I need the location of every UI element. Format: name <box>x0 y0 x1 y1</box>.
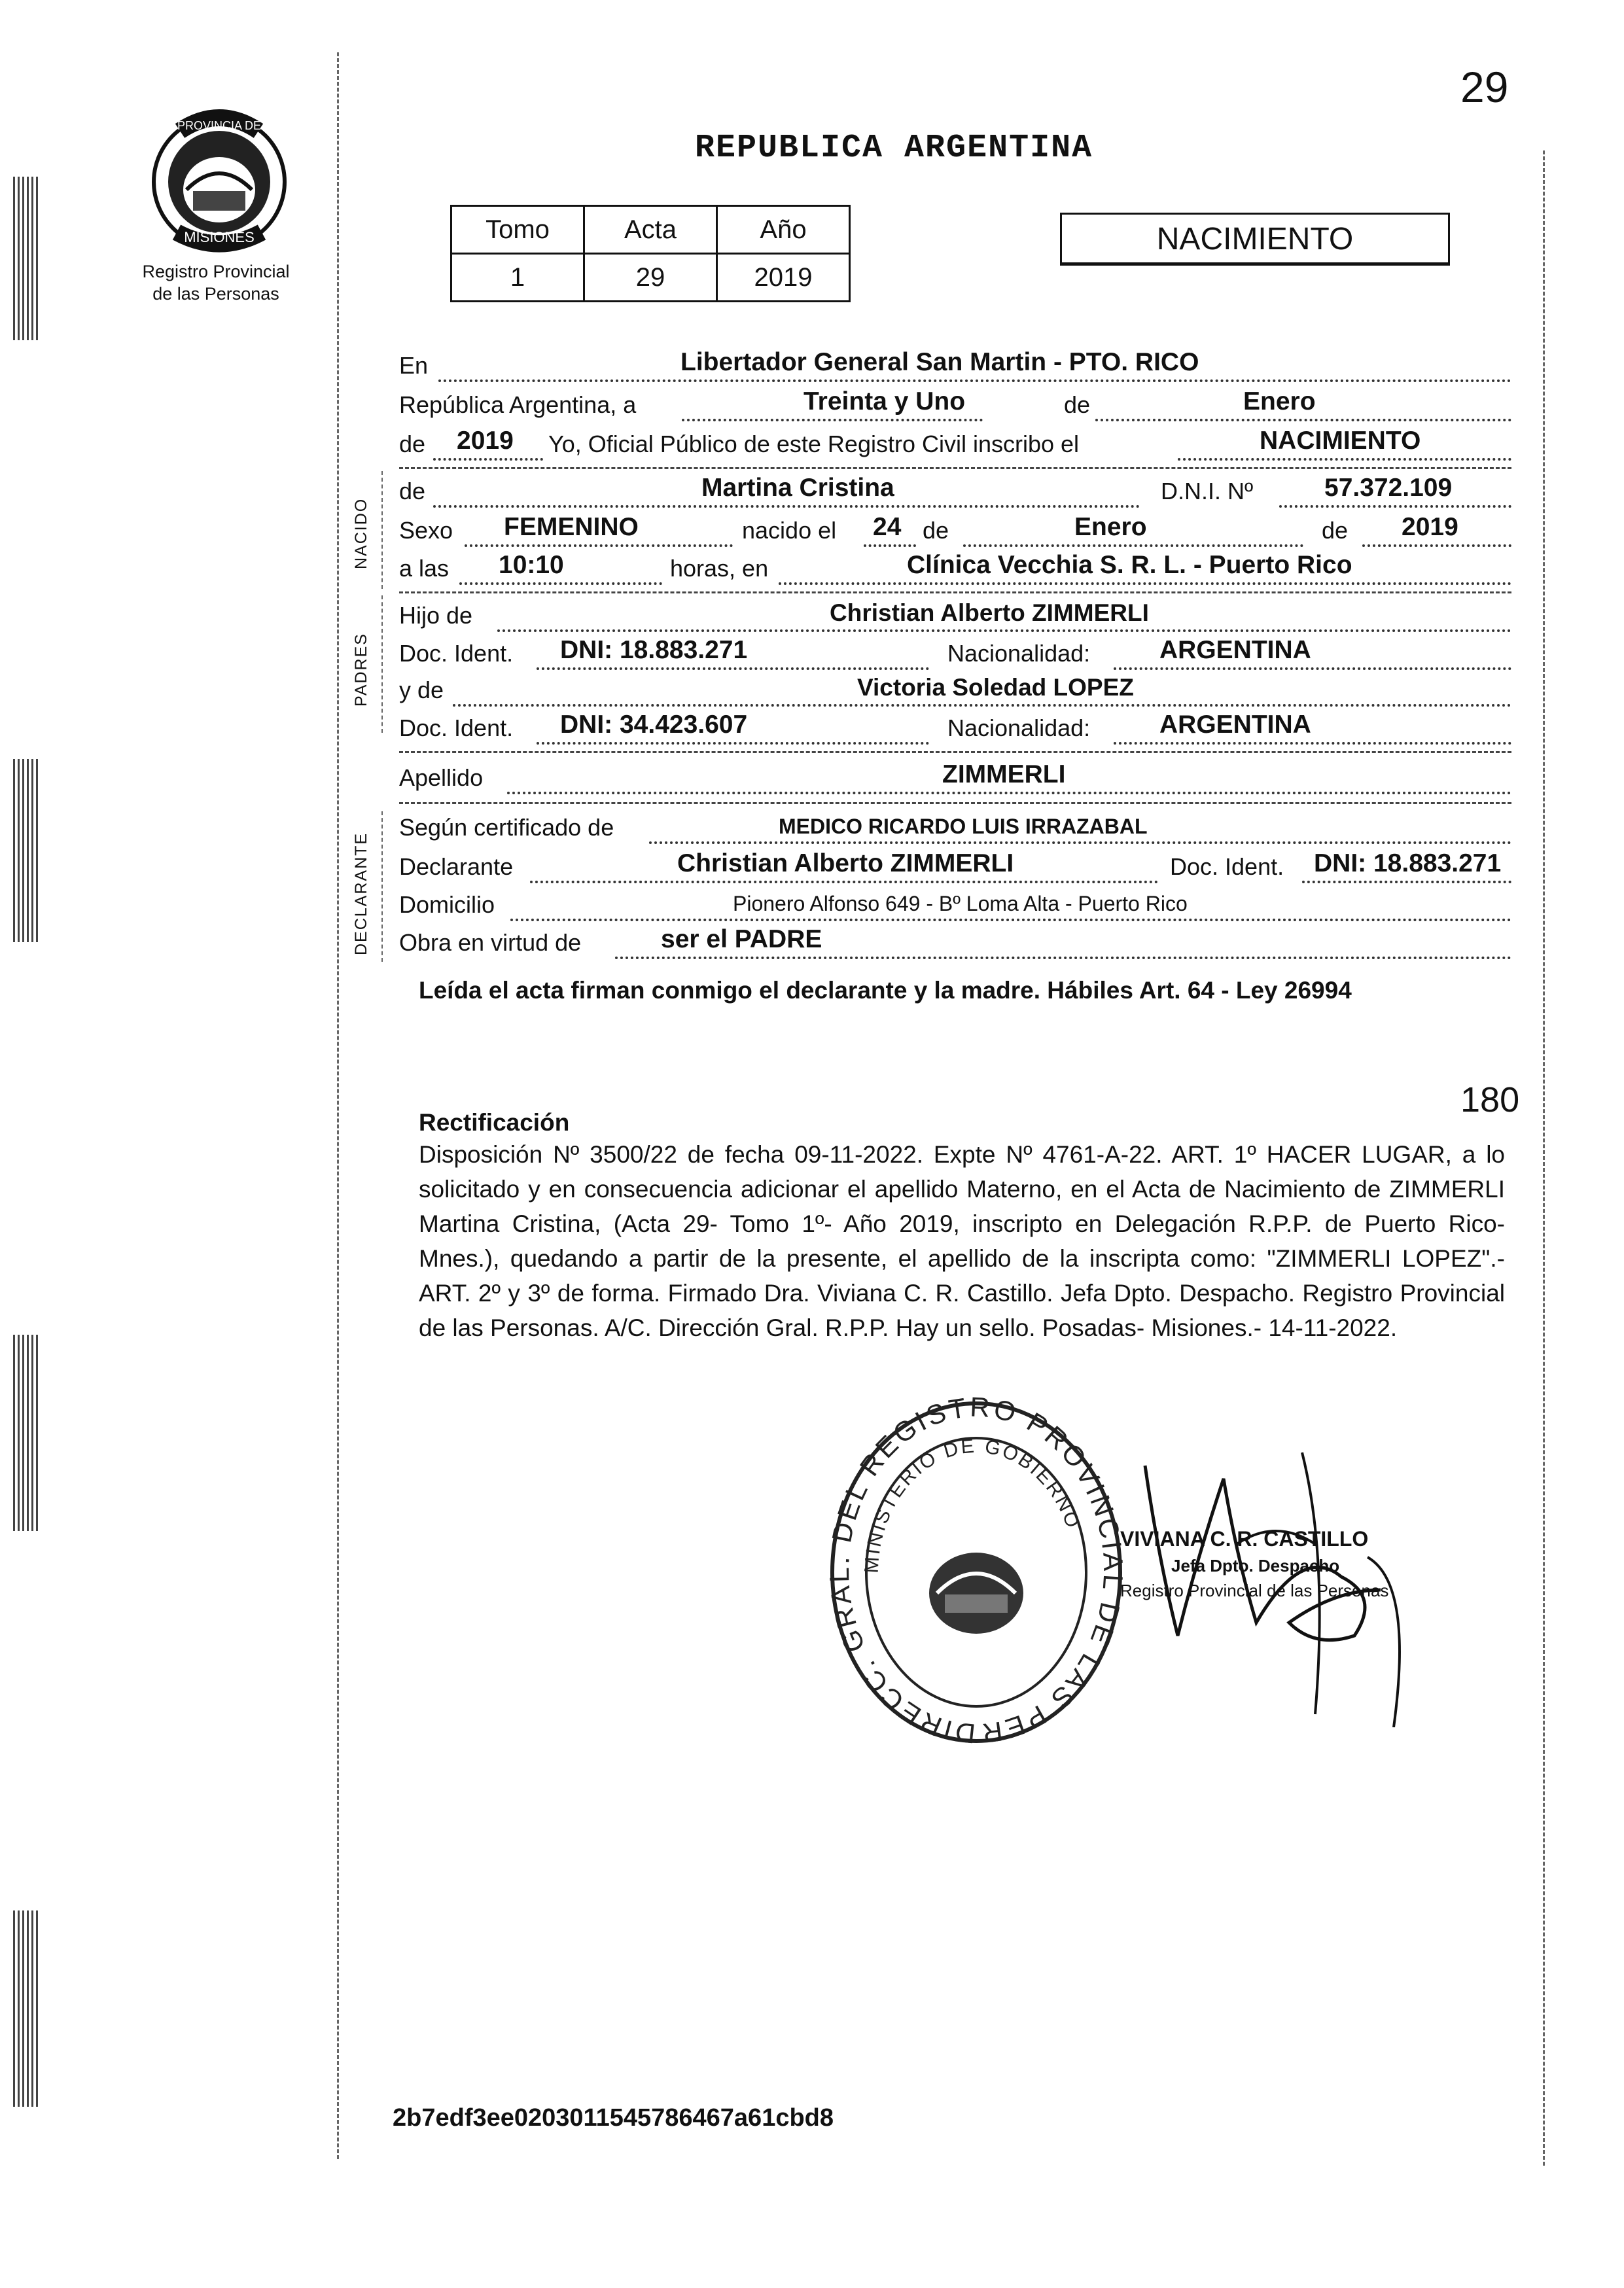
value: 2019 <box>457 427 514 455</box>
label: Nacionalidad: <box>947 714 1091 741</box>
value: Victoria Soledad LOPEZ <box>857 674 1134 701</box>
page-number: 29 <box>1460 63 1509 111</box>
official-stamp-icon <box>826 1397 1127 1750</box>
field-address <box>399 886 1511 924</box>
side-label-declarante: DECLARANTE <box>352 832 370 955</box>
rectification-heading: Rectificación <box>419 1109 570 1136</box>
table-cell: 2019 <box>717 254 850 302</box>
table-header: Acta <box>584 206 717 254</box>
logo-ring-bottom: MISIONES <box>184 229 255 245</box>
side-label-nacido: NACIDO <box>352 497 370 569</box>
rectification-body: Disposición Nº 3500/22 de fecha 09-11-2022. Expte Nº 4761-A-22. ART. 1º HACER LUGAR, a lo solicitado y en consecuencia adicionar el apellido Materno, en el Acta de Nacimiento de ZIMMERLI Martina Cristina, (Acta 29- Tomo 1º- Año 2019, inscripto en Delegación R.P.P. de Puerto Rico- Mnes.), quedando a partir de la presente, el apellido de la inscripta como: "ZIMMERLI LOPEZ".- ART. 2º y 3º de forma. Firmado Dra. Viviana C. R. Castillo. Jefa Dpto. Despacho. Registro Provincial de las Personas. A/C. Dirección Gral. R.P.P. Hay un sello. Posadas- Misiones.- 14-11-2022. <box>419 1141 1505 1341</box>
field-date <box>399 386 1511 424</box>
field-mother-doc <box>399 709 1511 747</box>
label: D.N.I. Nº <box>1161 478 1254 504</box>
value: DNI: 18.883.271 <box>1314 849 1502 877</box>
label: Doc. Ident. <box>399 714 514 741</box>
signature-icon <box>1106 1426 1433 1727</box>
field-mother <box>399 671 1511 709</box>
record-type-box: NACIMIENTO <box>1060 213 1450 266</box>
page-title: REPUBLICA ARGENTINA <box>695 130 1093 167</box>
section-line <box>381 811 383 962</box>
label: En <box>399 352 429 379</box>
label: de <box>399 431 426 457</box>
field-father <box>399 597 1511 635</box>
provincial-seal-icon <box>141 105 298 255</box>
scan-mark <box>13 177 39 340</box>
value: ser el PADRE <box>661 925 822 953</box>
label: Yo, Oficial Público de este Registro Civil inscribo el <box>548 431 1080 457</box>
stamp-inner-text: MINISTERIO DE GOBIERNO <box>860 1435 1085 1574</box>
value: DNI: 34.423.607 <box>560 711 748 739</box>
signatory-office: Registro Provincial de las Personas <box>1120 1581 1389 1600</box>
value: ZIMMERLI <box>942 760 1066 788</box>
value: Pionero Alfonso 649 - Bº Loma Alta - Puerto Rico <box>733 892 1188 915</box>
provincial-logo <box>141 105 298 255</box>
field-en <box>399 347 1511 385</box>
label: República Argentina, a <box>399 391 637 418</box>
value: Enero <box>1074 513 1147 541</box>
value: Clínica Vecchia S. R. L. - Puerto Rico <box>907 551 1352 579</box>
section-line <box>381 471 383 589</box>
scan-mark <box>13 1910 39 2107</box>
field-reason <box>399 924 1511 962</box>
divider <box>399 591 1511 593</box>
side-label-padres: PADRES <box>352 633 370 707</box>
label: Doc. Ident. <box>399 640 514 667</box>
label: y de <box>399 677 444 703</box>
table-header: Tomo <box>451 206 584 254</box>
record-table <box>450 205 851 302</box>
label: de <box>1064 391 1091 418</box>
label: de <box>923 517 949 544</box>
document-hash: 2b7edf3ee0203011545786467a61cbd8 <box>393 2104 834 2132</box>
label: Domicilio <box>399 891 495 918</box>
registry-label-line1: Registro Provincial <box>142 262 290 281</box>
value: 24 <box>873 513 902 541</box>
divider <box>399 802 1511 804</box>
right-margin-line <box>1543 150 1545 2166</box>
label: Sexo <box>399 517 453 544</box>
value: Enero <box>1243 387 1316 415</box>
field-time-place <box>399 550 1511 588</box>
stamp-outer-text: DIRECC. GRAL. DEL REGISTRO PROVINCIAL DE LAS PER <box>826 1397 1127 1750</box>
margin-number: 180 <box>1460 1080 1520 1119</box>
label: Según certificado de <box>399 814 614 841</box>
left-margin-line <box>337 52 339 2159</box>
value: 57.372.109 <box>1324 474 1453 502</box>
table-header: Año <box>717 206 850 254</box>
field-surname <box>399 759 1511 797</box>
field-year <box>399 425 1511 463</box>
label: de <box>1322 517 1349 544</box>
value: Treinta y Uno <box>803 387 966 415</box>
field-certificate <box>399 809 1511 847</box>
label: nacido el <box>742 517 837 544</box>
label: Apellido <box>399 764 484 791</box>
section-line <box>381 595 383 733</box>
value: NACIMIENTO <box>1260 427 1421 455</box>
label: Nacionalidad: <box>947 640 1091 667</box>
table-cell: 1 <box>451 254 584 302</box>
field-sex-birth <box>399 512 1511 550</box>
value: 10:10 <box>499 551 564 579</box>
registry-label <box>124 260 308 305</box>
signatory-name: VIVIANA C. R. CASTILLO <box>1120 1527 1369 1551</box>
signatory-role: Jefa Dpto. Despacho <box>1171 1556 1340 1575</box>
scan-mark <box>13 759 39 942</box>
label: horas, en <box>670 555 769 582</box>
table-cell: 29 <box>584 254 717 302</box>
label: de <box>399 478 426 504</box>
value: MEDICO RICARDO LUIS IRRAZABAL <box>779 815 1148 838</box>
field-name <box>399 472 1511 510</box>
value: Libertador General San Martin - PTO. RICO <box>680 348 1199 376</box>
field-declarant <box>399 848 1511 886</box>
label: a las <box>399 555 450 582</box>
value: DNI: 18.883.271 <box>560 636 748 664</box>
scan-mark <box>13 1335 39 1531</box>
closing-statement: Leída el acta firman conmigo el declarante y la madre. Hábiles Art. 64 - Ley 26994 <box>419 977 1352 1004</box>
label: Declarante <box>399 853 514 880</box>
registry-label-line2: de las Personas <box>152 284 279 304</box>
label: Obra en virtud de <box>399 929 582 956</box>
logo-ring-top: PROVINCIA DE <box>177 119 262 132</box>
official-stamp <box>826 1397 1127 1750</box>
field-father-doc <box>399 635 1511 673</box>
value: Christian Alberto ZIMMERLI <box>830 599 1149 626</box>
divider <box>399 467 1511 469</box>
value: ARGENTINA <box>1159 636 1311 664</box>
value: Christian Alberto ZIMMERLI <box>677 849 1014 877</box>
value: FEMENINO <box>504 513 639 541</box>
value: 2019 <box>1402 513 1458 541</box>
value: Martina Cristina <box>701 474 894 502</box>
divider <box>399 751 1511 753</box>
label: Hijo de <box>399 602 473 629</box>
value: ARGENTINA <box>1159 711 1311 739</box>
label: Doc. Ident. <box>1170 853 1284 880</box>
